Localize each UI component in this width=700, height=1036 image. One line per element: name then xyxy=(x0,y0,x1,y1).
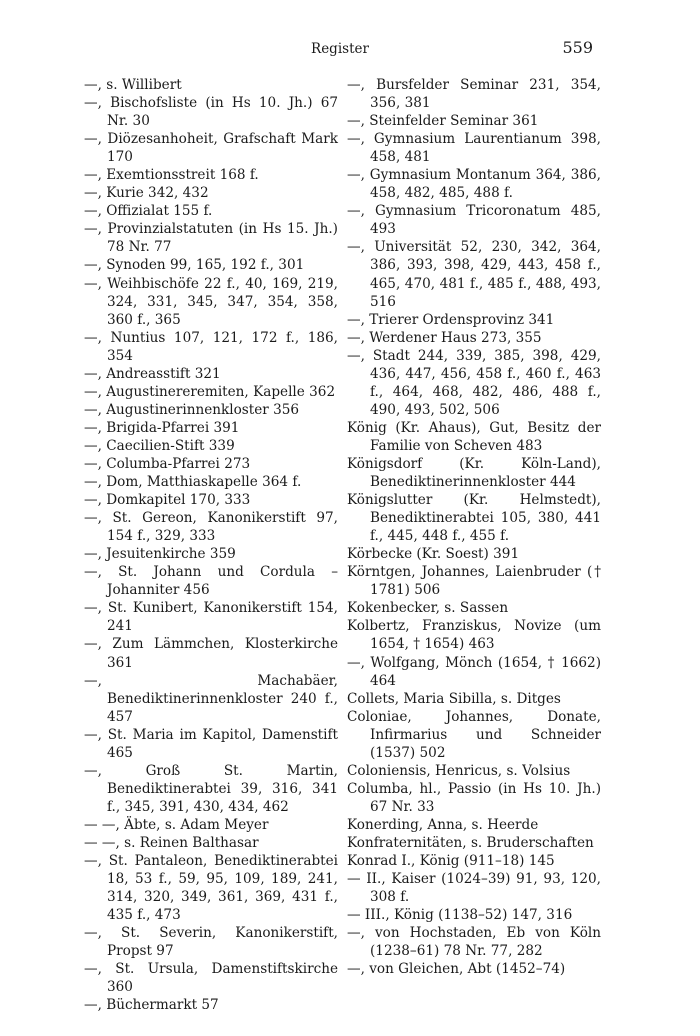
index-entry: —, von Gleichen, Abt (1452–74) xyxy=(347,961,566,978)
index-entry: —, Jesuitenkirche 359 xyxy=(84,546,236,563)
index-entry: —, Gymnasium Laurentianum 398, 458, 481 xyxy=(347,131,601,166)
index-entry: —, St. Pantaleon, Benediktinerabtei 18, 53 f., 59, 95, 109, 189, 241, 314, 320, 349, 361, 369, 431 f., 435 f., 473 xyxy=(84,853,338,924)
index-entry: Columba, hl., Passio (in Hs 10. Jh.) 67 Nr. 33 xyxy=(347,780,601,815)
index-column-right xyxy=(347,76,601,978)
index-entry: Kokenbecker, s. Sassen xyxy=(347,600,509,617)
index-entry: —, Gymnasium Tricoronatum 485, 493 xyxy=(347,203,601,238)
index-entry: König (Kr. Ahaus), Gut, Besitz der Familie von Scheven 483 xyxy=(347,419,601,454)
index-entry: Konerding, Anna, s. Heerde xyxy=(347,816,539,833)
index-entry: Konrad I., König (911–18) 145 xyxy=(347,853,555,870)
index-entry: — —, s. Reinen Balthasar xyxy=(84,834,259,851)
index-entry: —, s. Willibert xyxy=(84,77,182,93)
page-number: 559 xyxy=(562,38,593,57)
index-entry: —, Columba-Pfarrei 273 xyxy=(84,455,251,472)
index-entry: Königsdorf (Kr. Köln-Land), Benediktinerinnenkloster 444 xyxy=(347,455,601,491)
index-entry: —, Steinfelder Seminar 361 xyxy=(347,113,539,130)
index-entry: —, Brigida-Pfarrei 391 xyxy=(84,419,240,436)
index-entry: —, Büchermarkt 57 xyxy=(84,997,219,1014)
index-entry: —, St. Ursula, Damenstiftskirche 360 xyxy=(84,961,338,996)
index-entry: Körntgen, Johannes, Laienbruder († 1781) 506 xyxy=(347,564,601,599)
index-entry: —, Bischofsliste (in Hs 10. Jh.) 67 Nr. 30 xyxy=(84,95,338,130)
index-entry: —, Andreasstift 321 xyxy=(84,365,221,382)
index-entry: —, Synoden 99, 165, 192 f., 301 xyxy=(84,257,305,274)
index-entry: Collets, Maria Sibilla, s. Ditges xyxy=(347,690,561,707)
index-entry: Königslutter (Kr. Helmstedt), Benediktinerabtei 105, 380, 441 f., 445, 448 f., 455 f. xyxy=(347,492,601,545)
index-entry: —, St. Gereon, Kanonikerstift 97, 154 f., 329, 333 xyxy=(84,510,338,545)
index-entry: Körbecke (Kr. Soest) 391 xyxy=(347,546,520,563)
index-entry: —, Caecilien-Stift 339 xyxy=(84,437,235,454)
index-entry: —, Werdener Haus 273, 355 xyxy=(347,329,542,346)
index-entry: —, Augustinerinnenkloster 356 xyxy=(84,401,300,418)
index-entry: — II., Kaiser (1024–39) 91, 93, 120, 308 f. xyxy=(347,871,601,906)
index-entry: — —, Äbte, s. Adam Meyer xyxy=(84,816,269,833)
index-entry: —, Universität 52, 230, 342, 364, 386, 393, 398, 429, 443, 458 f., 465, 470, 481 f., 485 f., 488, 493, 516 xyxy=(347,239,601,310)
page-header xyxy=(0,38,700,62)
index-entry: —, St. Kunibert, Kanonikerstift 154, 241 xyxy=(84,600,338,635)
index-entry: —, Bursfelder Seminar 231, 354, 356, 381 xyxy=(347,77,601,112)
index-entry: —, Weihbischöfe 22 f., 40, 169, 219, 324, 331, 345, 347, 354, 358, 360 f., 365 xyxy=(84,275,338,328)
index-entry: —, St. Johann und Cordula – Johanniter 456 xyxy=(84,564,338,599)
index-entry: —, Domkapitel 170, 333 xyxy=(84,492,251,509)
index-entry: — III., König (1138–52) 147, 316 xyxy=(347,907,573,924)
index-entry: —, Zum Lämmchen, Klosterkirche 361 xyxy=(84,636,338,671)
index-entry: —, Offizialat 155 f. xyxy=(84,203,213,220)
index-entry: Kolbertz, Franziskus, Novize (um 1654, † 1654) 463 xyxy=(347,618,601,653)
index-entry: Coloniae, Johannes, Donate, Infirmarius und Schneider (1537) 502 xyxy=(347,708,601,761)
index-entry: —, Wolfgang, Mönch (1654, † 1662) 464 xyxy=(347,654,601,689)
index-entry: —, Stadt 244, 339, 385, 398, 429, 436, 447, 456, 458 f., 460 f., 463 f., 464, 468, 482, 486, 488 f., 490, 493, 502, 506 xyxy=(347,347,601,418)
index-entry: Konfraternitäten, s. Bruderschaften xyxy=(347,834,594,851)
index-entry: Coloniensis, Henricus, s. Volsius xyxy=(347,762,571,779)
index-entry: —, Dom, Matthiaskapelle 364 f. xyxy=(84,474,302,491)
index-entry: —, Diözesanhoheit, Grafschaft Mark 170 xyxy=(84,131,338,166)
index-entry: —, von Hochstaden, Eb von Köln (1238–61) 78 Nr. 77, 282 xyxy=(347,925,601,960)
index-entry: —, St. Maria im Kapitol, Damenstift 465 xyxy=(84,726,338,761)
index-entry: —, Gymnasium Montanum 364, 386, 458, 482, 485, 488 f. xyxy=(347,167,601,202)
index-entry: —, Exemtionsstreit 168 f. xyxy=(84,167,259,184)
index-entry: —, Groß St. Martin, Benediktinerabtei 39, 316, 341 f., 345, 391, 430, 434, 462 xyxy=(84,762,338,815)
index-entry: —, Provinzialstatuten (in Hs 15. Jh.) 78 Nr. 77 xyxy=(84,221,338,256)
index-entry: —, Nuntius 107, 121, 172 f., 186, 354 xyxy=(84,329,338,364)
index-entry: —, Machabäer, Benediktinerinnenkloster 240 f., 457 xyxy=(84,672,338,725)
index-entry: —, Kurie 342, 432 xyxy=(84,185,209,202)
index-entry: —, St. Severin, Kanonikerstift, Propst 97 xyxy=(84,925,338,960)
index-entry: —, Trierer Ordensprovinz 341 xyxy=(347,311,555,328)
running-title: Register xyxy=(311,41,369,57)
index-column-left xyxy=(84,76,338,1014)
index-entry: —, Augustinereremiten, Kapelle 362 xyxy=(84,383,336,400)
